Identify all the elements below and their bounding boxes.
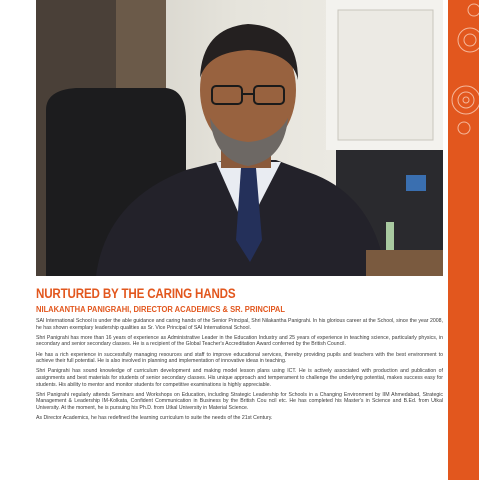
body-paragraph: Shri Panigrahi regularly attends Seminars and Workshops on Education, including Strategic Leadership for Schools in a Changing Environment by IIM Ahmedabad, Strategic Management & Leadership IM-Kolkata, Confident Communication in Business by the British Cou ncil etc. He has completed his Master's in Science and B.Ed. from Utkal University. At the moment, he is pursuing his Ph.D. from Utkal University in Material Science. <box>36 391 443 411</box>
article-body <box>36 318 443 425</box>
article-subhead: NILAKANTHA PANIGRAHI, DIRECTOR ACADEMICS & SR. PRINCIPAL <box>36 304 286 314</box>
decorative-mandala-icon <box>448 0 479 480</box>
body-paragraph: SAI International School is under the able guidance and caring hands of the Senior Principal, Shri Nilakantha Panigrahi. In his glorious career at the School, since the year 2008, he has shown exemplary leadership qualities as Sr. Vice Principal of SAI International School. <box>36 318 443 331</box>
article-headline: NURTURED BY THE CARING HANDS <box>36 286 236 301</box>
portrait-photo <box>36 0 443 276</box>
portrait-illustration <box>36 0 443 276</box>
body-paragraph: As Director Academics, he has redefined the learning curriculum to suite the needs of the 21st Century. <box>36 415 273 422</box>
body-paragraph: Shri Panigrahi has more than 16 years of experience as Administrative Leader in the Education Industry and 25 years of experience in teaching science, particularly physics, in secondary and senior secondary classes. He is a recipient of the Global Teacher's Accreditation Award conferred by the British Council. <box>36 334 443 348</box>
body-paragraph: Shri Panigrahi has sound knowledge of curriculum development and making model lesson plans using ICT. He is actively associated with production and publication of assignments and best materials for students of senior secondary classes. His unique approach and temperament to challenge the underlying potential, makes success easy for students. His ability to mentor and monitor students for competitive examinations is highly appreciable. <box>36 368 443 388</box>
decorative-side-band <box>448 0 479 480</box>
body-paragraph: He has a rich experience in successfully managing resources and staff to improve educational services, thereby providing pupils and teachers with the best environment to achieve their full potential. He is also involved in planning and implementation of innovative ideas in teaching. <box>36 351 443 365</box>
